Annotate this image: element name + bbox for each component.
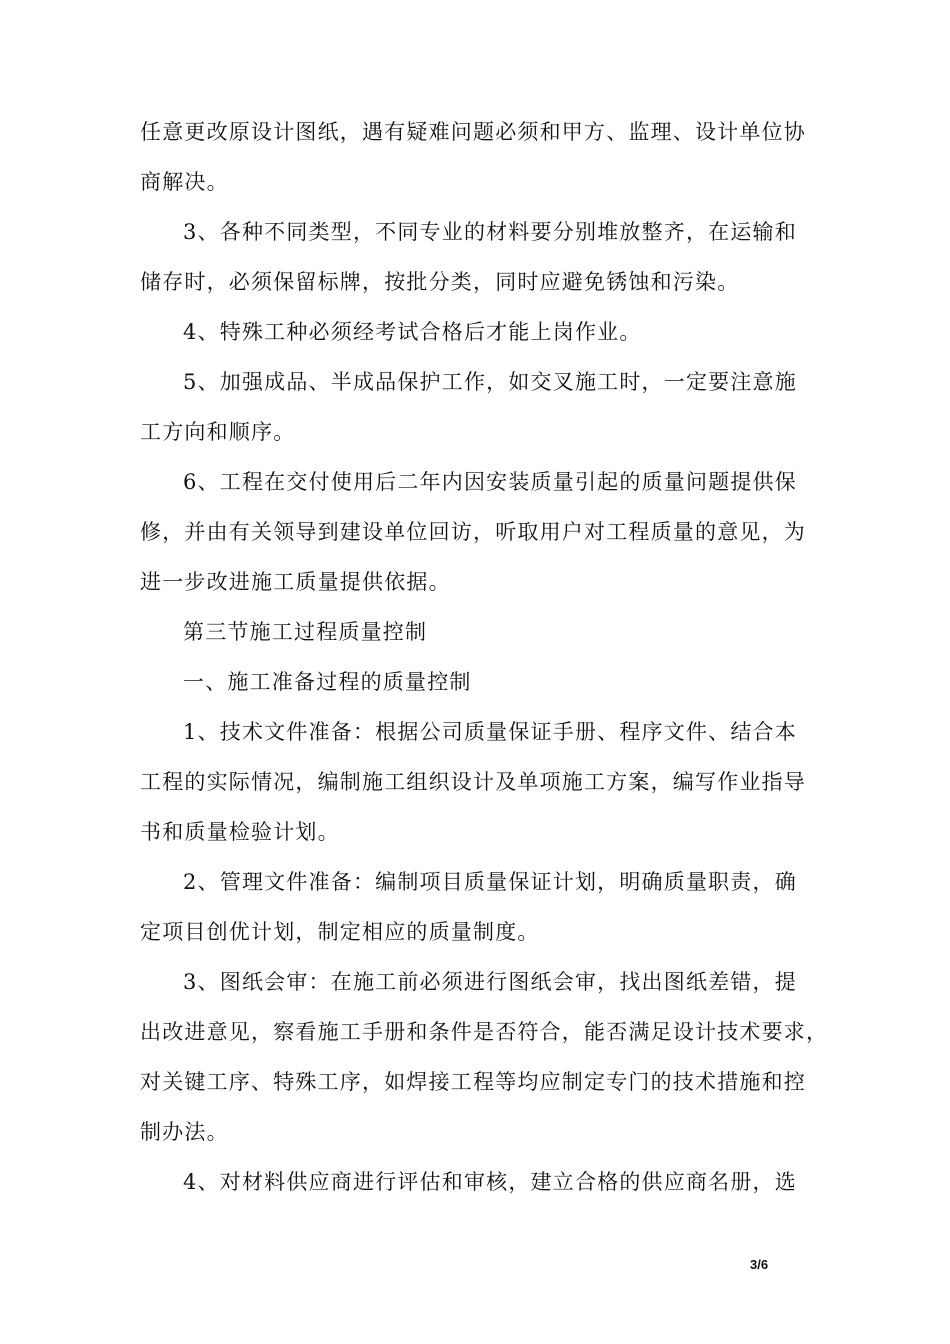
section-heading: 第三节施工过程质量控制: [183, 620, 428, 644]
text-line: 定项目创优计划，制定相应的质量制度。: [140, 920, 540, 944]
text-line: 进一步改进施工质量提供依据。: [140, 570, 451, 594]
text-line: 6、工程在交付使用后二年内因安装质量引起的质量问题提供保: [183, 470, 797, 494]
subsection-heading: 一、施工准备过程的质量控制: [183, 670, 472, 694]
page-number: 3/6: [750, 1257, 769, 1272]
text-line: 3、各种不同类型，不同专业的材料要分别堆放整齐，在运输和: [183, 220, 797, 244]
text-line: 工程的实际情况，编制施工组织设计及单项施工方案，编写作业指导: [140, 770, 806, 794]
text-line: 任意更改原设计图纸，遇有疑难问题必须和甲方、监理、设计单位协: [140, 120, 806, 144]
text-line: 4、特殊工种必须经考试合格后才能上岗作业。: [183, 320, 642, 344]
text-line: 商解决。: [140, 170, 229, 194]
text-line: 5、加强成品、半成品保护工作，如交叉施工时，一定要注意施: [183, 370, 797, 394]
text-line: 储存时，必须保留标牌，按批分类，同时应避免锈蚀和污染。: [140, 270, 740, 294]
text-line: 书和质量检验计划。: [140, 820, 340, 844]
text-line: 1、技术文件准备：根据公司质量保证手册、程序文件、结合本: [183, 720, 797, 744]
text-line: 工方向和顺序。: [140, 420, 296, 444]
text-line: 制办法。: [140, 1120, 229, 1144]
text-line: 2、管理文件准备：编制项目质量保证计划，明确质量职责，确: [183, 870, 797, 894]
text-line: 3、图纸会审：在施工前必须进行图纸会审，找出图纸差错，提: [183, 970, 797, 994]
text-line: 修，并由有关领导到建设单位回访，听取用户对工程质量的意见，为: [140, 520, 806, 544]
text-line: 4、对材料供应商进行评估和审核，建立合格的供应商名册，选: [183, 1170, 797, 1194]
text-line: 对关键工序、特殊工序，如焊接工程等均应制定专门的技术措施和控: [140, 1070, 806, 1094]
text-line: 出改进意见，察看施工手册和条件是否符合，能否满足设计技术要求，: [140, 1020, 829, 1044]
